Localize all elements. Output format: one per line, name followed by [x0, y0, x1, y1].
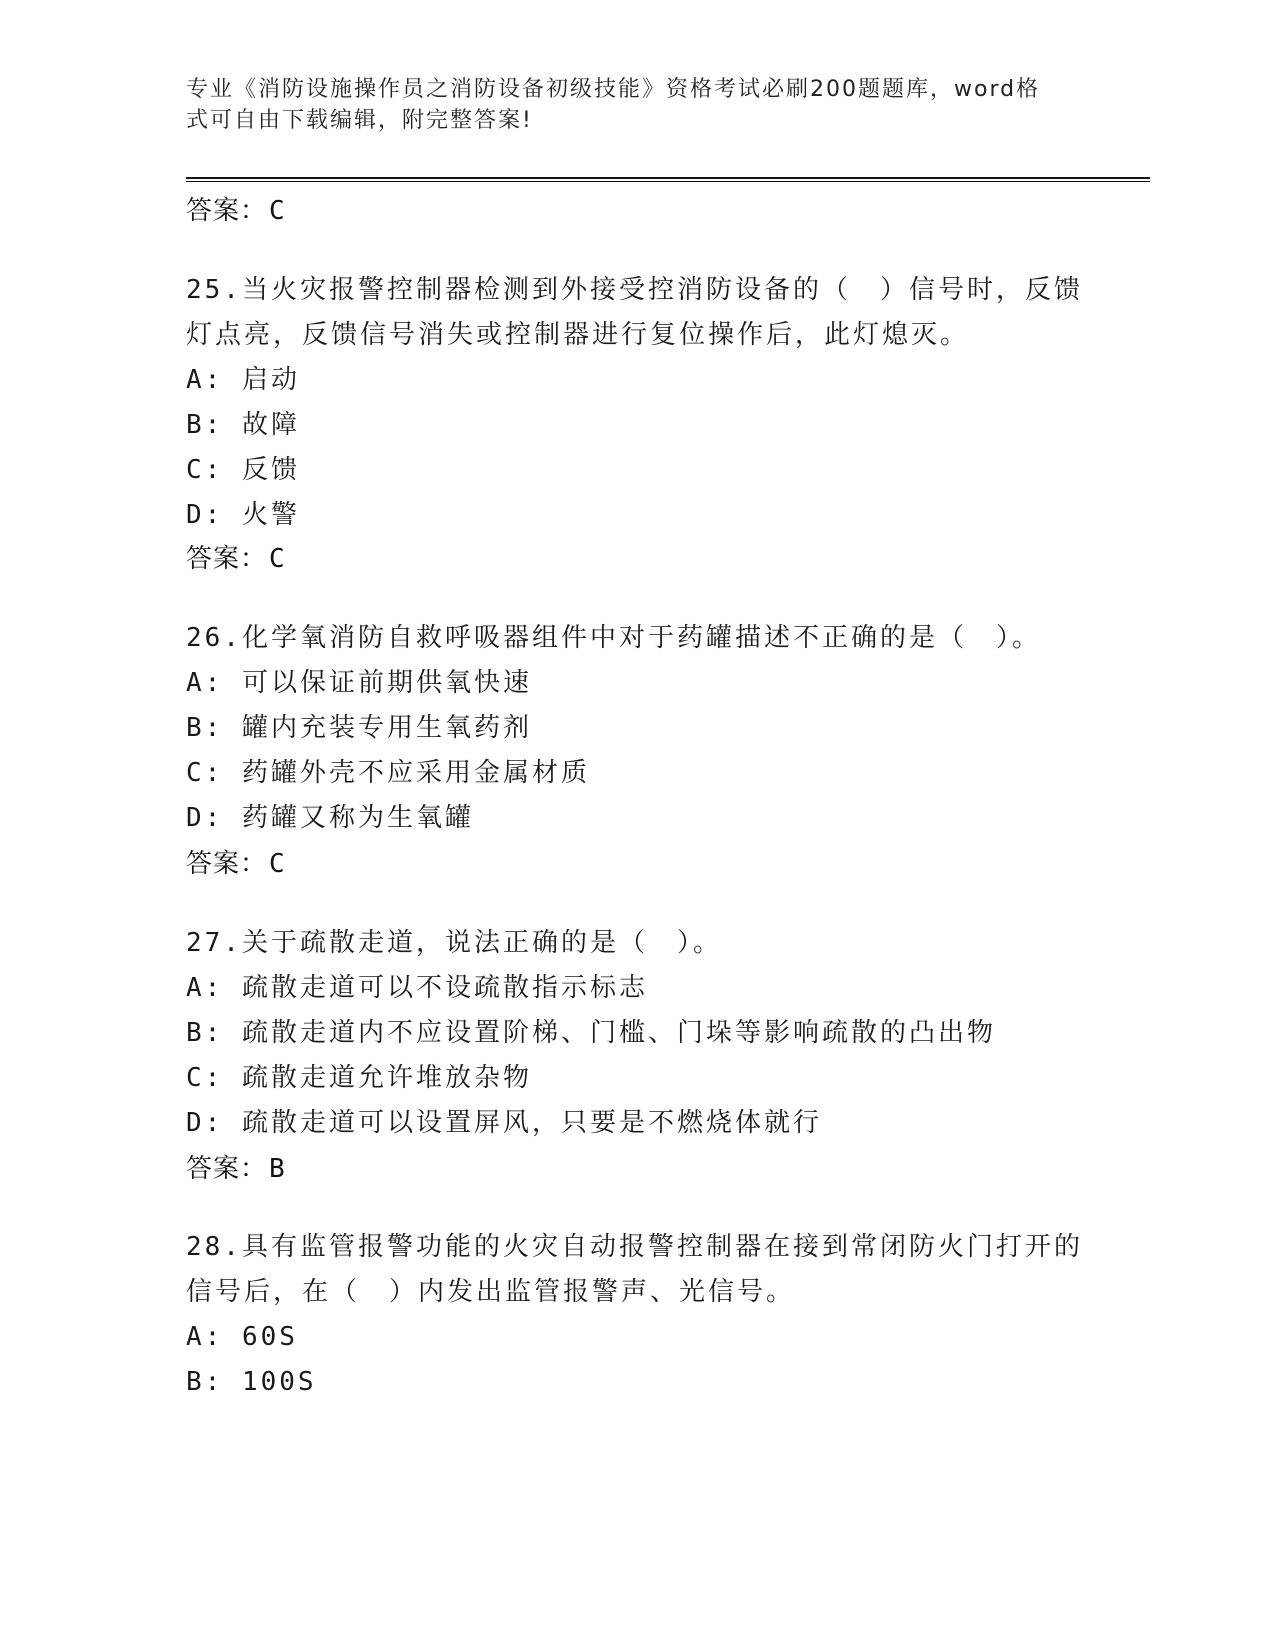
- option-letter: B:: [186, 410, 224, 440]
- answer-label: 答案：: [186, 849, 268, 879]
- question-text: 化学氧消防自救呼吸器组件中对于药罐描述不正确的是（ ）。: [241, 623, 1041, 653]
- option-text: 疏散走道内不应设置阶梯、门槛、门垛等影响疏散的凸出物: [241, 1018, 996, 1048]
- answer-value: C: [269, 849, 286, 879]
- answer-label: 答案：: [186, 1154, 268, 1184]
- question-text: 关于疏散走道，说法正确的是（ ）。: [241, 928, 722, 958]
- option-b: [186, 706, 1086, 751]
- question-stem: [186, 921, 1086, 966]
- question-27: [186, 921, 1086, 1146]
- question-number: 26.: [186, 623, 242, 653]
- option-a: [186, 1315, 1086, 1360]
- option-text: 火警: [241, 500, 300, 530]
- question-stem: [186, 268, 1086, 358]
- option-a: [186, 661, 1086, 706]
- question-stem: [186, 1225, 1086, 1315]
- answer-line: [186, 190, 286, 227]
- question-number: 25.: [186, 275, 242, 305]
- answer-value: B: [269, 1154, 286, 1184]
- question-26: [186, 616, 1086, 841]
- answer-label: 答案：: [186, 196, 268, 226]
- question-text: 具有监管报警功能的火灾自动报警控制器在接到常闭防火门打开的信号后，在（ ）内发出监管报警声、光信号。: [186, 1232, 1083, 1307]
- option-text: 60S: [241, 1322, 298, 1352]
- option-c: [186, 448, 1086, 493]
- answer-label: 答案：: [186, 544, 268, 574]
- option-d: [186, 493, 1086, 538]
- option-a: [186, 358, 1086, 403]
- answer-line: [186, 538, 286, 575]
- option-text: 反馈: [241, 455, 300, 485]
- option-letter: A:: [186, 668, 224, 698]
- question-number: 28.: [186, 1232, 242, 1262]
- option-letter: D:: [186, 1108, 224, 1138]
- option-letter: D:: [186, 803, 224, 833]
- question-25: [186, 268, 1086, 538]
- option-d: [186, 1101, 1086, 1146]
- option-b: [186, 1011, 1086, 1056]
- option-text: 疏散走道可以不设疏散指示标志: [241, 973, 648, 1003]
- header-line-2: 式可自由下载编辑，附完整答案!: [186, 108, 533, 133]
- option-text: 可以保证前期供氧快速: [241, 668, 532, 698]
- option-letter: A:: [186, 1322, 224, 1352]
- answer-value: C: [269, 196, 286, 226]
- option-text: 100S: [241, 1367, 317, 1397]
- option-d: [186, 796, 1086, 841]
- option-a: [186, 966, 1086, 1011]
- option-c: [186, 751, 1086, 796]
- option-text: 罐内充装专用生氧药剂: [241, 713, 532, 743]
- option-text: 药罐又称为生氧罐: [241, 803, 474, 833]
- option-b: [186, 1360, 1086, 1405]
- question-text: 当火灾报警控制器检测到外接受控消防设备的（ ）信号时，反馈灯点亮，反馈信号消失或控制器进行复位操作后，此灯熄灭。: [186, 275, 1083, 350]
- option-text: 疏散走道可以设置屏风，只要是不燃烧体就行: [241, 1108, 822, 1138]
- option-letter: A:: [186, 365, 224, 395]
- option-letter: B:: [186, 713, 224, 743]
- header-line-1: 专业《消防设施操作员之消防设备初级技能》资格考试必刷200题题库，word格: [186, 77, 1041, 102]
- option-letter: D:: [186, 500, 224, 530]
- question-28: [186, 1225, 1086, 1405]
- answer-line: [186, 1148, 286, 1185]
- option-letter: C:: [186, 758, 224, 788]
- option-text: 疏散走道允许堆放杂物: [241, 1063, 532, 1093]
- option-text: 药罐外壳不应采用金属材质: [241, 758, 590, 788]
- option-letter: C:: [186, 1063, 224, 1093]
- option-b: [186, 403, 1086, 448]
- option-text: 故障: [241, 410, 300, 440]
- question-stem: [186, 616, 1086, 661]
- header-divider: [186, 177, 1150, 182]
- option-letter: A:: [186, 973, 224, 1003]
- option-letter: B:: [186, 1018, 224, 1048]
- page-header: [186, 74, 1086, 136]
- question-number: 27.: [186, 928, 242, 958]
- answer-value: C: [269, 544, 286, 574]
- option-text: 启动: [241, 365, 300, 395]
- option-letter: B:: [186, 1367, 224, 1397]
- option-letter: C:: [186, 455, 224, 485]
- answer-line: [186, 843, 286, 880]
- option-c: [186, 1056, 1086, 1101]
